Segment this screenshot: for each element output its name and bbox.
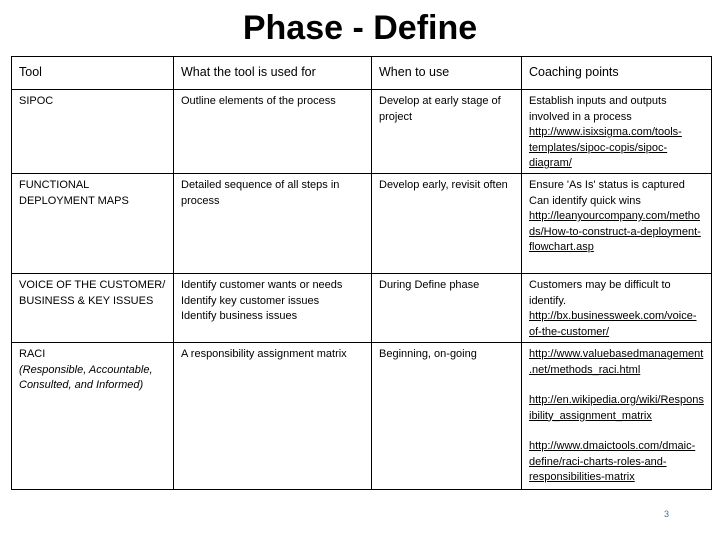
column-header-tool: Tool	[12, 57, 174, 90]
used-for-text: Identify key customer issues	[181, 294, 320, 307]
page-title: Phase - Define	[242, 9, 478, 47]
cell-when	[372, 90, 522, 174]
coaching-link[interactable]: http://bx.businessweek.com/voice-of-the-customer/	[529, 310, 697, 338]
tool-name: FUNCTIONAL DEPLOYMENT MAPS	[19, 179, 129, 207]
coaching-link[interactable]: http://www.isixsigma.com/tools-templates/sipoc-copis/sipoc-diagram/	[529, 126, 682, 169]
when-text: Develop at early stage of project	[379, 95, 501, 123]
coaching-text: Customers may be difficult to identify.	[529, 279, 671, 307]
coaching-link[interactable]: http://www.valuebasedmanagement.net/methods_raci.html	[529, 348, 704, 376]
table-row-voice-of-the-customer	[12, 274, 712, 343]
cell-coaching	[522, 174, 712, 274]
cell-tool	[12, 343, 174, 490]
cell-tool	[12, 90, 174, 174]
table-row-sipoc	[12, 90, 712, 174]
coaching-text: Can identify quick wins	[529, 194, 641, 207]
table-row-raci	[12, 343, 712, 490]
cell-coaching	[522, 343, 712, 490]
coaching-text: Ensure 'As Is' status is captured	[529, 179, 685, 191]
cell-used-for	[174, 90, 372, 174]
cell-when	[372, 174, 522, 274]
when-text: Develop early, revisit often	[379, 179, 508, 191]
coaching-text: Establish inputs and outputs involved in a process	[529, 95, 667, 123]
cell-when	[372, 274, 522, 343]
tools-table	[11, 56, 712, 490]
used-for-text: Identify customer wants or needs	[181, 279, 343, 291]
tool-name: VOICE OF THE CUSTOMER/	[19, 279, 166, 291]
coaching-link[interactable]: http://www.dmaictools.com/dmaic-define/raci-charts-roles-and-responsibilities-matrix	[529, 440, 696, 483]
page-number: 3	[664, 509, 670, 519]
tool-name: SIPOC	[19, 95, 54, 107]
column-header-when: When to use	[372, 57, 522, 90]
cell-used-for	[174, 274, 372, 343]
used-for-text: Detailed sequence of all steps in process	[181, 179, 340, 207]
cell-tool	[12, 174, 174, 274]
when-text: Beginning, on-going	[379, 348, 477, 360]
tool-name: BUSINESS & KEY ISSUES	[19, 294, 154, 307]
used-for-text: Identify business issues	[181, 310, 298, 322]
column-header-coaching: Coaching points	[522, 57, 712, 90]
table-row-functional-deployment-maps	[12, 174, 712, 274]
cell-when	[372, 343, 522, 490]
link-spacer	[529, 424, 705, 439]
cell-used-for	[174, 174, 372, 274]
coaching-link[interactable]: http://leanyourcompany.com/methods/How-to-construct-a-deployment-flowchart.asp	[529, 210, 701, 253]
when-text: During Define phase	[379, 279, 480, 291]
column-header-used-for: What the tool is used for	[174, 57, 372, 90]
link-spacer	[529, 378, 705, 393]
coaching-link[interactable]: http://en.wikipedia.org/wiki/Responsibility_assignment_matrix	[529, 394, 704, 422]
used-for-text: A responsibility assignment matrix	[181, 348, 347, 360]
cell-used-for	[174, 343, 372, 490]
cell-tool	[12, 274, 174, 343]
cell-coaching	[522, 274, 712, 343]
tool-note: (Responsible, Accountable, Consulted, and Informed)	[19, 363, 153, 391]
used-for-text: Outline elements of the process	[181, 95, 336, 107]
tool-name: RACI	[19, 348, 46, 360]
table-header-row	[12, 57, 712, 90]
cell-coaching	[522, 90, 712, 174]
